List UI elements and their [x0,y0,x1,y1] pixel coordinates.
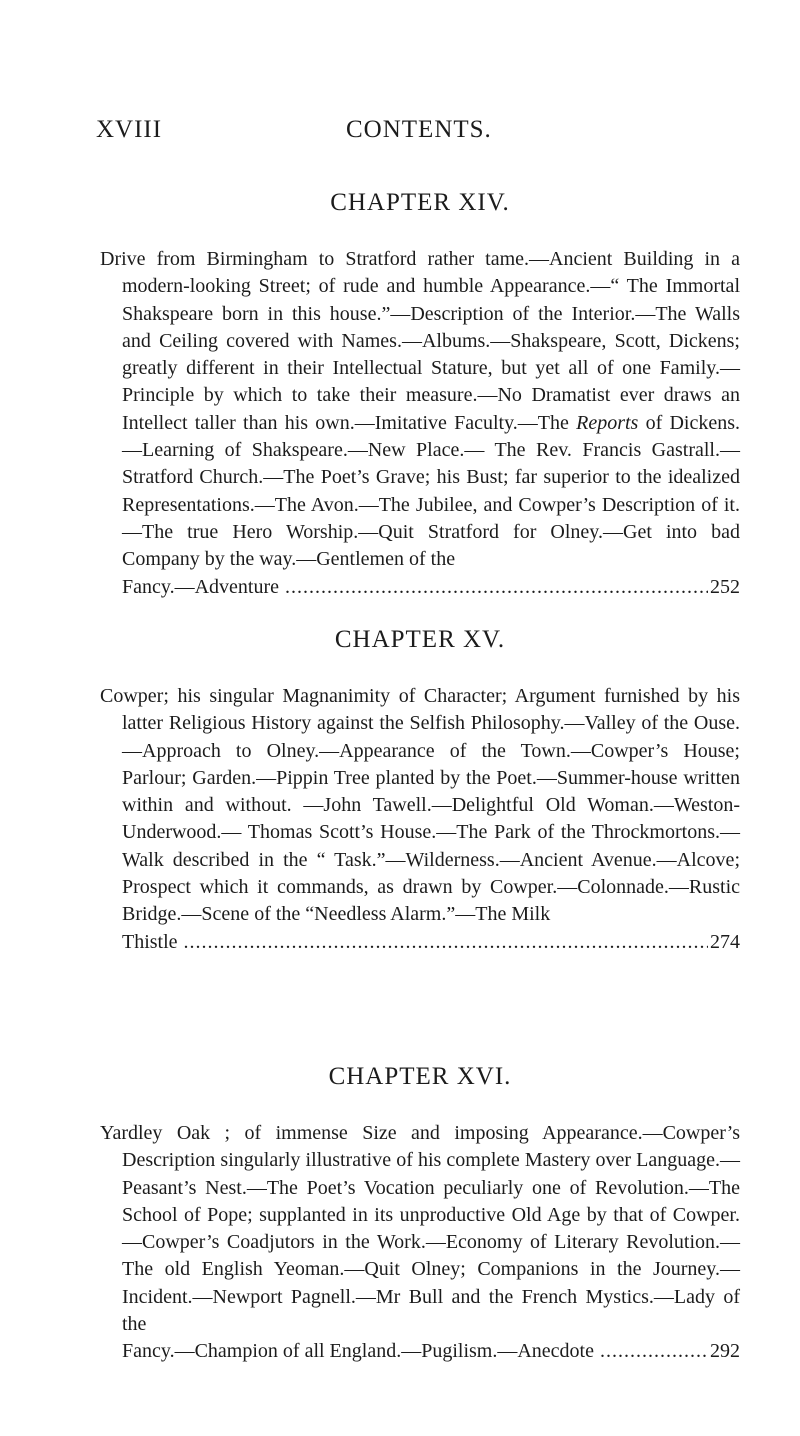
summary-last-line [122,929,740,956]
chapter-summary [100,1120,740,1366]
summary-text-continued: of Dickens.—Learning of Shakspeare.—New Place.— The Rev. Francis Gastrall.—Stratford Church.—The Poet’s Grave; his Bust; far superior to the idealized Representations.—The Avon.—The Jubilee, and Cowper’s Description of it.—The true Hero Worship.—Quit Stratford for Olney.—Get into bad Company by the way.—Gentlemen of the [122,411,740,571]
summary-text: Yardley Oak ; of immense Size and imposing Appearance.—Cowper’s Description singularly illustrative of his complete Mastery over Language.—Peasant’s Nest.—The Poet’s Vocation peculiarly one of Revolution.—The School of Pope; supplanted in its unproductive Old Age by that of Cowper.—Cowper’s Coadjutors in the Work.—Economy of Literary Revolution.—The old English Yeoman.—Quit Olney; Companions in the Journey.—Incident.—Newport Pagnell.—Mr Bull and the French Mystics.—Lady of the [100,1122,740,1336]
page-number: 274 [710,930,740,953]
summary-last-line-text [122,574,708,601]
chapter-summary [100,246,740,601]
running-head [96,116,736,156]
summary-italic-title: Reports [576,411,639,434]
chapter-xvi-entry [100,1062,740,1366]
running-head-title: CONTENTS. [346,116,492,143]
chapter-heading: CHAPTER XV. [334,626,506,653]
summary-text: Drive from Birmingham to Stratford rather tame.—Ancient Building in a modern-looking Street; of rude and humble Appearance.—“ The Immortal Shakspeare born in this house.”—Description of the Interior.—The Walls and Ceiling covered with Names.—Albums.—Shakspeare, Scott, Dickens; greatly different in their Intellectual Stature, but yet all of one Family.—Principle by which to take their measure.—No Dramatist ever draws an Intellect taller than his own.—Imitative Faculty.—The [100,248,740,434]
last-line-words: Fancy.—Champion of all England.—Pugilism.—Anecdote [122,1340,594,1363]
last-line-words: Thistle [122,930,178,953]
summary-last-line [122,1338,740,1365]
chapter-xiv-entry [100,188,740,601]
chapter-heading: CHAPTER XIV. [330,189,510,216]
last-line-words: Fancy.—Adventure [122,575,279,598]
summary-last-line-text [122,929,708,956]
chapter-heading: CHAPTER XVI. [328,1063,512,1090]
page-number: 292 [710,1340,740,1363]
summary-last-line-text [122,1338,708,1365]
chapter-summary [100,683,740,956]
chapter-xv-entry [100,625,740,956]
summary-last-line [122,574,740,601]
page-folio: XVIII [96,116,163,143]
page-number: 252 [710,575,740,598]
summary-text: Cowper; his singular Magnanimity of Character; Argument furnished by his latter Religious History against the Selfish Philosophy.—Valley of the Ouse.—Approach to Olney.—Appearance of the Town.—Cowper’s House; Parlour; Garden.—Pippin Tree planted by the Poet.—Summer-house written within and without. —John Tawell.—Delightful Old Woman.—Weston-Underwood.— Thomas Scott’s House.—The Park of the Throckmortons.—Walk described in the “ Task.”—Wilderness.—Ancient Avenue.—Alcove; Prospect which it commands, as drawn by Cowper.—Colonnade.—Rustic Bridge.—Scene of the “Needless Alarm.”—The Milk [100,685,740,926]
